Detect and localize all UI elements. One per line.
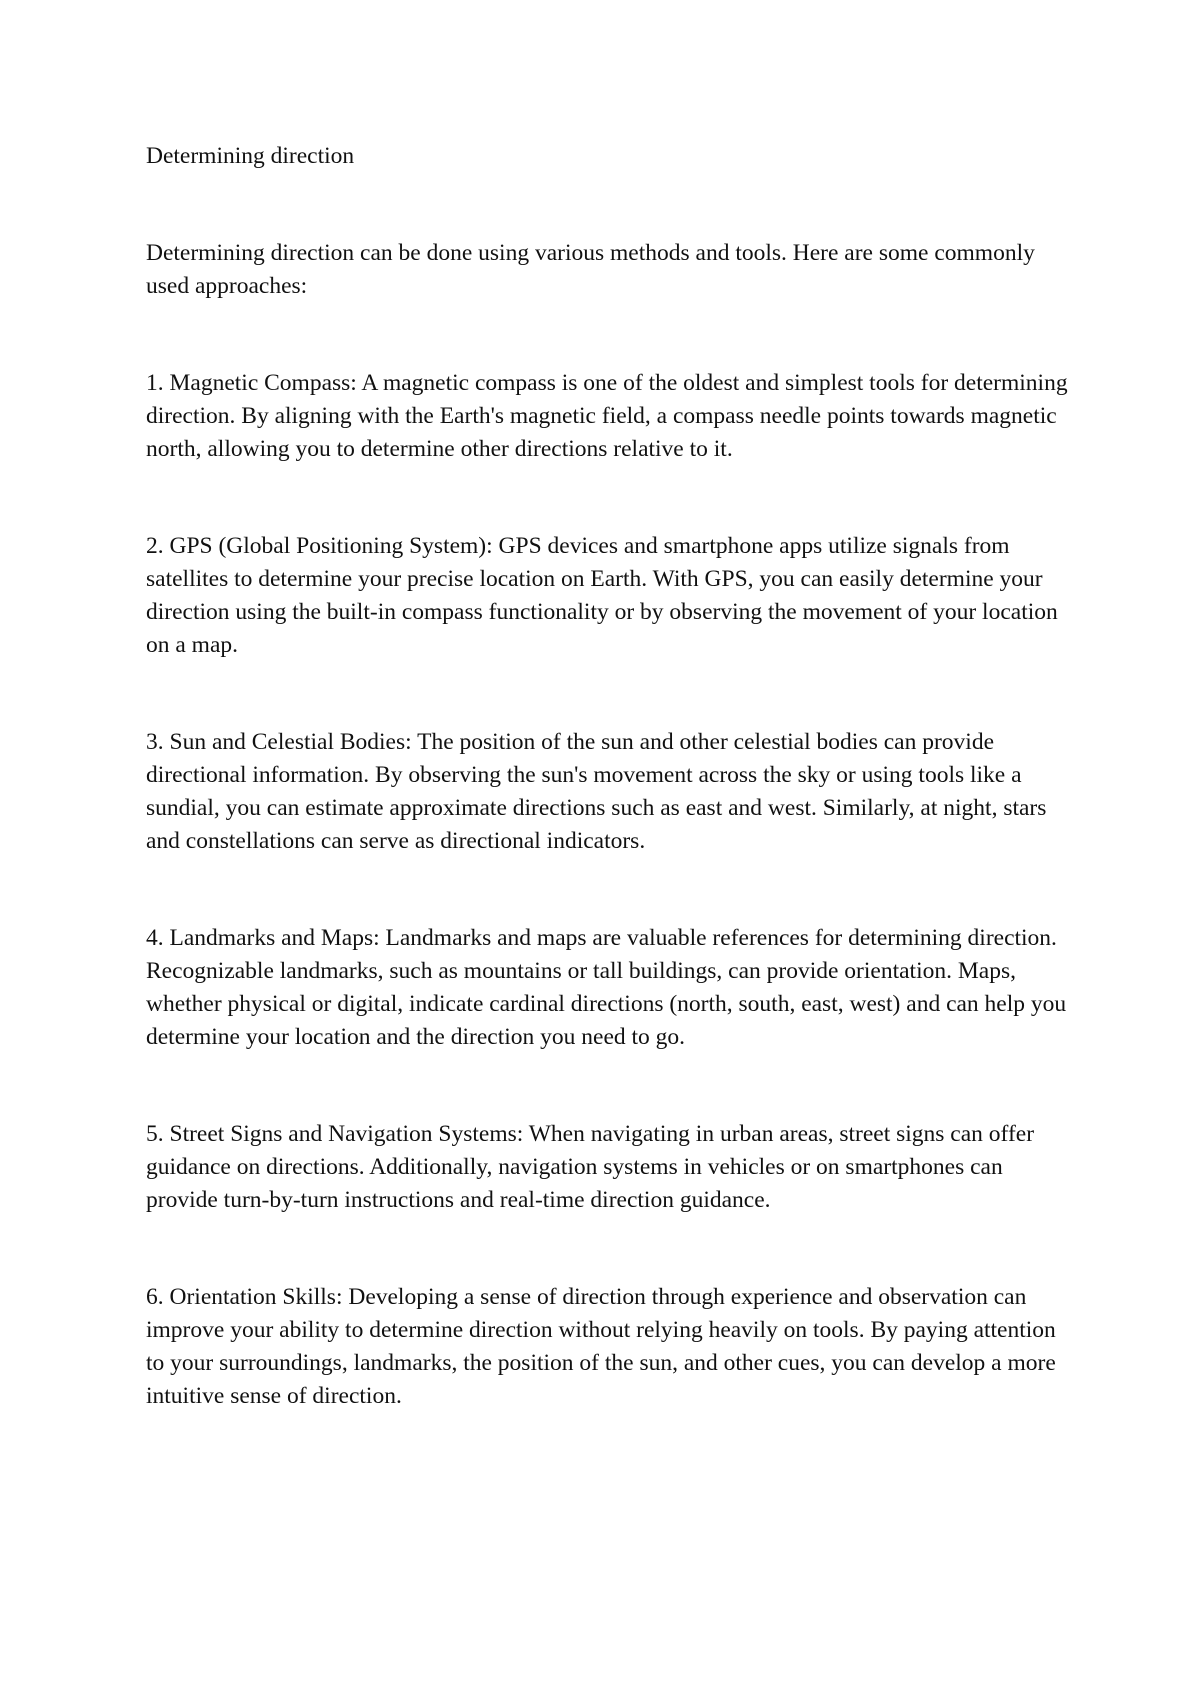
document-page (146, 140, 1076, 1413)
list-item-sun-celestial: 3. Sun and Celestial Bodies: The position of the sun and other celestial bodies can provide directional information. By observing the sun's movement across the sky or using tools like a sundial, you can estimate approximate directions such as east and west. Similarly, at night, stars and constellations can serve as directional indicators. (146, 729, 1047, 854)
list-item-landmarks-maps: 4. Landmarks and Maps: Landmarks and maps are valuable references for determining direction. Recognizable landmarks, such as mountains or tall buildings, can provide orientation. Maps, whether physical or digital, indicate cardinal directions (north, south, east, west) and can help you determine your location and the direction you need to go. (146, 925, 1067, 1050)
list-item-street-signs: 5. Street Signs and Navigation Systems: When navigating in urban areas, street signs can offer guidance on directions. Additionally, navigation systems in vehicles or on smartphones can provide turn-by-turn instructions and real-time direction guidance. (146, 1121, 1035, 1213)
list-item-gps: 2. GPS (Global Positioning System): GPS devices and smartphone apps utilize signals from satellites to determine your precise location on Earth. With GPS, you can easily determine your direction using the built-in compass functionality or by observing the movement of your location on a map. (146, 533, 1058, 658)
list-item-magnetic-compass: 1. Magnetic Compass: A magnetic compass is one of the oldest and simplest tools for determining direction. By aligning with the Earth's magnetic field, a compass needle points towards magnetic north, allowing you to determine other directions relative to it. (146, 370, 1068, 462)
list-item-orientation-skills: 6. Orientation Skills: Developing a sense of direction through experience and observation can improve your ability to determine direction without relying heavily on tools. By paying attention to your surroundings, landmarks, the position of the sun, and other cues, you can develop a more intuitive sense of direction. (146, 1284, 1056, 1409)
document-title: Determining direction (146, 143, 355, 169)
intro-paragraph: Determining direction can be done using various methods and tools. Here are some commonly used approaches: (146, 240, 1035, 299)
